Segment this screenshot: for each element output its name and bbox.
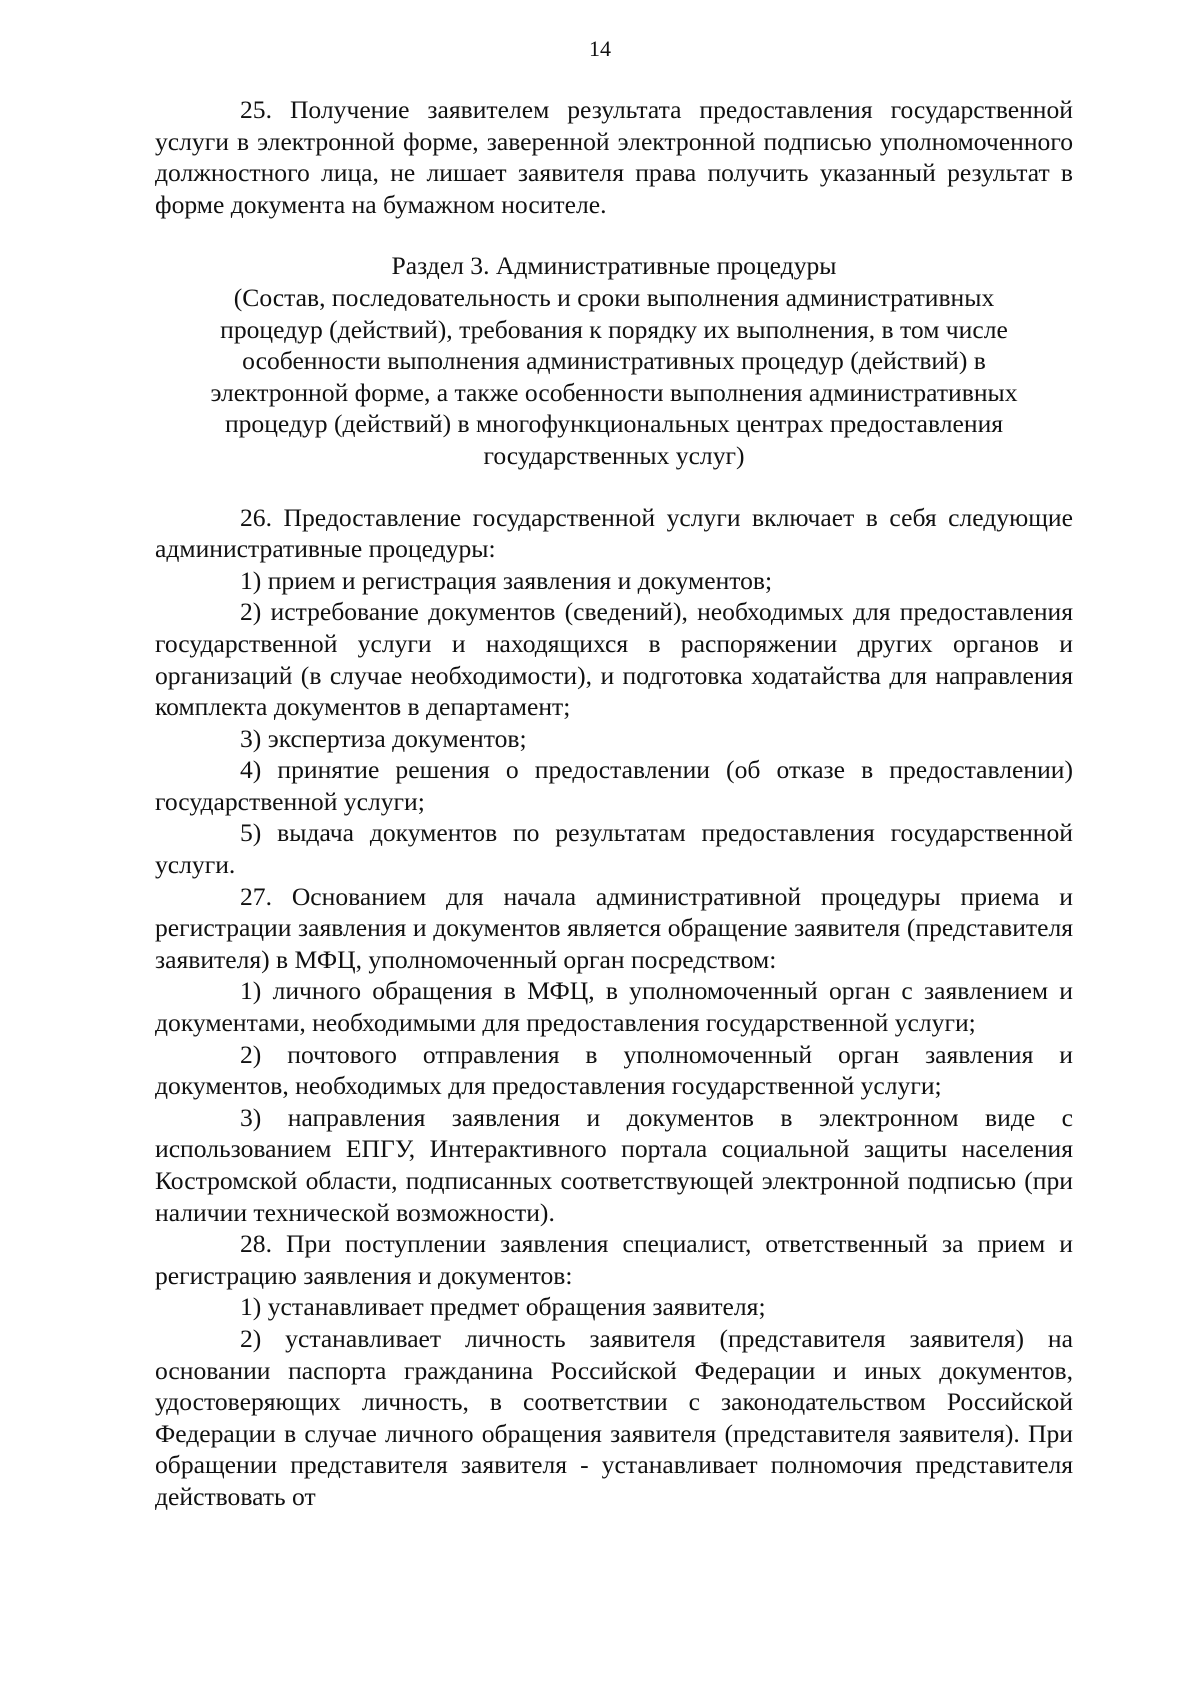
section-subtitle-line: процедур (действий) в многофункциональных центрах предоставления [224,409,1004,439]
paragraph-26: 26. Предоставление государственной услуги включает в себя следующие административные процедуры: [155,502,1073,564]
list-item-26-2: 2) истребование документов (сведений), необходимых для предоставления государственной услуги и находящихся в распоряжении других органов и организаций (в случае необходимости), и подготовка ходатайства для направления комплекта документов в департамент; [155,597,1073,722]
section-subtitle-line: процедур (действий), требования к порядку их выполнения, в том числе [220,314,1008,344]
list-item-26-4: 4) принятие решения о предоставлении (об отказе в предоставлении) государственной услуги; [155,755,1073,816]
list-item-26-1: 1) прием и регистрация заявления и документов; [240,565,773,595]
section-heading [155,250,1073,471]
list-item-28-1: 1) устанавливает предмет обращения заявителя; [240,1292,766,1322]
list-item-26-5: 5) выдача документов по результатам предоставления государственной услуги. [155,818,1073,880]
list-item-26-3: 3) экспертиза документов; [240,723,527,753]
paragraph-28: 28. При поступлении заявления специалист, ответственный за прием и регистрацию заявления и документов: [155,1229,1073,1290]
paragraph-27: 27. Основанием для начала административной процедуры приема и регистрации заявления и документов является обращение заявителя (представителя заявителя) в МФЦ, уполномоченный орган посредством: [155,881,1073,974]
section-subtitle-line: особенности выполнения административных процедур (действий) в [242,346,986,376]
list-item-27-3: 3) направления заявления и документов в электронном виде с использованием ЕПГУ, Интерактивного портала социальной защиты населения Костромской области, подписанных соответствующей электронной подписью (при наличии технической возможности). [155,1102,1073,1227]
section-subtitle-line: государственных услуг) [483,440,745,470]
list-item-27-2: 2) почтового отправления в уполномоченный орган заявления и документов, необходимых для предоставления государственной услуги; [155,1039,1073,1101]
page-number: 14 [589,36,611,61]
list-item-27-1: 1) личного обращения в МФЦ, в уполномоченный орган с заявлением и документами, необходимыми для предоставления государственной услуги; [155,976,1073,1038]
section-subtitle-line: (Состав, последовательность и сроки выполнения административных [233,282,995,312]
section-subtitle-line: электронной форме, а также особенности выполнения административных [210,377,1018,407]
document-body [155,94,1073,1513]
paragraph-25: 25. Получение заявителем результата предоставления государственной услуги в электронной форме, заверенной электронной подписью уполномоченного должностного лица, не лишает заявителя права получить указанный результат в форме документа на бумажном носителе. [155,95,1073,219]
section-title: Раздел 3. Административные процедуры [391,251,837,281]
list-item-28-2: 2) устанавливает личность заявителя (представителя заявителя) на основании паспорта гражданина Российской Федерации и иных документов, удостоверяющих личность, в соответствии с законодательством Российской Федерации в случае личного обращения заявителя (представителя заявителя). При обращении представителя заявителя - устанавливает полномочия представителя действовать от [155,1323,1073,1511]
